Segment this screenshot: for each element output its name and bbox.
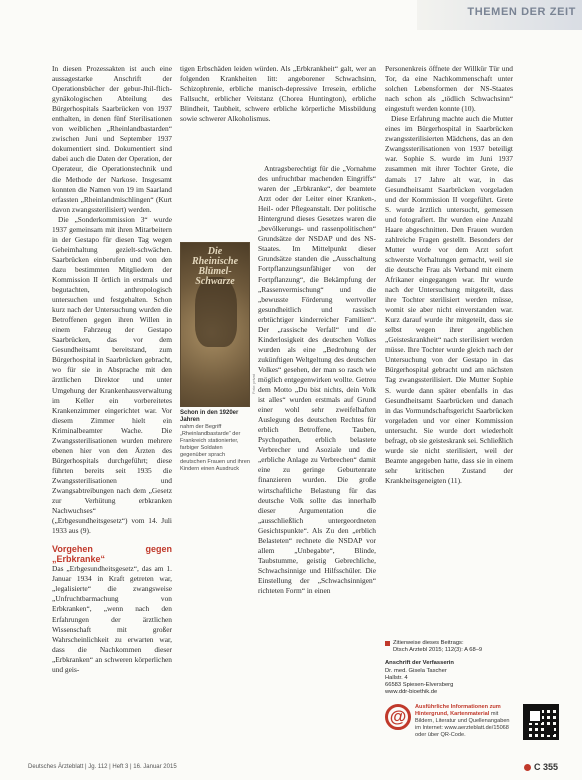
qr-code-icon[interactable]: [523, 704, 559, 740]
address-title: Anschrift der Verfasserin: [385, 660, 454, 667]
column-1: [52, 64, 172, 675]
web-info-body[interactable]: mit Bildern, Literatur und Quellenangaben im Internet: www.aerzteblatt.de/15068 oder über QR-Code.: [415, 711, 510, 738]
web-info-title: Ausführliche Informationen zum Hintergrund, Kartenmaterial: [415, 704, 501, 717]
caption-body: nahm der Begriff „Rheinlandbastarde“ der Frankreich stationierter, farbiger Soldaten gegenüber sprach deutschen Frauen und ihren Kindern einen Ausdruck: [180, 424, 250, 472]
page-footer: [28, 764, 558, 776]
paragraph: Das „Erbgesundheitsgesetz“, das am 1. Januar 1934 in Kraft getreten war, „legalisierte“ die zwangsweise „Unfruchtbarmachung von Erbkranken“, „wenn nach den Erfahrungen der ärztlichen Wissenschaft mit großer Wahrscheinlichkeit zu erwarten war, dass die Nachkommen dieser „Erbkranken“ an schweren körperlichen und geis-: [52, 564, 172, 674]
page-dot-icon: [524, 764, 531, 771]
section-title: THEMEN DER ZEIT: [467, 6, 576, 18]
paragraph: tigen Erbschäden leiden würden. Als „Erbkrankheit“ galt, wer an folgenden Krankheiten litt: angeborener Schwachsinn, Schizophrenie, erbliche manisch-depressive Irresein, erbliche Fallsucht, erblicher Veitstanz (Chorea Huntington), erbliche Blindheit, Taubheit, schwere erbliche körperliche Missbildung sowie schwerer Alkoholismus.: [180, 64, 376, 124]
paragraph: Diese Erfahrung machte auch die Mutter eines im Bürgerhospital in Saarbrücken zwangssterilisierten Mädchens, das an den Zwangssterilisationen von 1937 beteiligt war. Sophie S. wurde im Juni 1937 zusammen mit ihrer Tochter Grete, die damals 17 Jahre alt war, in das Gesundheitsamt Saarbrücken vorgeladen und der Kommission II vorgeführt. Grete S. wurde ärztlich untersucht, gemessen und fotografiert. Ihr wurden eine Anzahl Haare abgeschnitten. Den Frauen wurden zahlreiche Fragen gestellt. Besonders der Mutter wurde vor dem Arzt sofort schwerste Vorhaltungen gemacht, weil sie die deutsche Frau als Verband mit einem Afrikaner eingegangen war. Ihr wurde nach der Untersuchung mitgeteilt, dass ihre Tochter sterilisiert werden müsse, womit sie aber nicht einverstanden war. Kurz darauf wurde ihr mitgeteilt, dass sie selbst wegen ihrer angeblichen „Geisteskrankheit“ nach sterilisiert werden müsse. Ihre Tochter wurde gleich nach der Untersuchung von der Gestapo in das Bürgerhospital gebracht und am nächsten Tag zwangssterilisiert. Die Mutter Sophie S. wurde dann später ebenfalls in das Gesundheitsamt Saarbrücken und danach in das Vormundschaftsgericht Saarbrücken vorgeladen und vor einer Kommission untersucht. Sie wurde dort wiederholt befragt, ob sie geisteskrank sei. Schließlich wurde sie nicht sterilisiert, weil der Beamte angegeben hatte, dass sie in einem sehr kritischen Zustand der Krankheitsgeneigten (11).: [385, 114, 513, 485]
column-2-body: [258, 164, 376, 596]
address-link[interactable]: www.ddr-bioethik.de: [385, 689, 438, 696]
photo-credit: Foto: privat: [251, 373, 256, 394]
book-cover-image: [180, 242, 250, 407]
book-title: Die Rheinische Blümel-Schwarze: [191, 246, 239, 287]
paragraph: Antragsberechtigt für die „Vornahme des unfruchtbar machenden Eingriffs“ waren der „Erbkranke“, der beamtete Arzt oder der Leiter einer Kranken-, Heil- oder Pflegeanstalt. Der politische Hintergrund dieses Gesetzes waren die „bevölkerungs- und rassenpolitischen“ Grundsätze der NSDAP und des NS-Staates. Im Mittelpunkt dieser Grundsätze standen die „Ausschaltung Fortpflanzungsunfähiger von der Fortpflanzung“, die Bekämpfung der „Rassenvermischung“ und die „bewusste Förderung wertvoller gesundheitlich und rassisch erbtüchtiger kinderreicher Familien“. Der „rassische Verfall“ und die Kinderlosigkeit des deutschen Volkes wurden als eine „Bedrohung der zukünftigen Weltgeltung des deutschen Volkes“ gesehen, der man so rasch wie möglich entgegenwirken wollte. Getreu dem Motto „Du bist nichts, dein Volk ist alles“ wurden erstmals auf Grund einer wohl sehr zweifelhaften Auslegung des deutschen Rechtes für erblich Betroffene, Tauben, Psychopathen, erblich belastete Verbrecher und Asoziale und die „erbliche Anlage zu Verbrechen“ damit eine zu geringe Geburtenrate finanzieren wurden. Die große wirtschaftliche Belastung für das deutsche Volk sollte das innerhalb dieser Argumentation die „ausschließlich untergeordneten Gesichtspunkte“. Als Zu den „erblich Belasteten“ rechnete die NSDAP vor allem „Unbegabte“, Blinde, Taubstumme, geistig Gebrechliche, Schwachsinnige und Hilfsschüler. Die Einstellung der „Schwachsinnigen“ richteten Form“ in einen: [258, 164, 376, 595]
square-icon: [385, 641, 390, 646]
citation-box: [385, 640, 513, 696]
column-3: [385, 64, 513, 486]
figure-caption: [180, 410, 250, 473]
page-number: C 355: [533, 762, 558, 772]
column-2-top: [180, 64, 376, 124]
citation-ref: Dtsch Arztebl 2015; 112(3): A 68–9: [393, 647, 483, 654]
citation-label: Zitierweise dieses Beitrags:: [393, 640, 464, 646]
paragraph: In diesen Prozessakten ist auch eine aussagestarke Anschrift der Operationsbücher der gebur-Jhil-flich-gynäkologischen Abteilung des Bürgerhospitals Saarbrücken von 1937 enthalten, in denen fünf Sterilisationen von weiblichen „Rheinlandbastarden“ zwischen Juni und September 1937 dokumentiert sind. Dokumentiert sind dabei auch die Daten der Operation, der Operateur, die Operationstechnik und die Methode der Narkose. Insgesamt konnten die Namen von 19 im Saarland erfassten „Rheinlandmischlingen“ (Kurt davon zwangssterilisiert) werden.: [52, 64, 172, 214]
at-sign-icon: @: [385, 704, 411, 730]
address-line: Dr. med. Gisela Tascher: [385, 667, 447, 674]
footer-journal: Deutsches Ärzteblatt | Jg. 112 | Heft 3 | 16. Januar 2015: [28, 764, 177, 770]
caption-title: Schon in den 1920er Jahren: [180, 410, 239, 423]
paragraph: Die „Sonderkommission 3“ wurde 1937 gemeinsam mit ihren Mitarbeitern in der Gestapo für diesen Tag wegen Geheimhaltung gezielt-schwächen. Saarbrücken einberufen und von den dazu bestimmten Mitgliedern der Kommission II örtlich in erstmals und begutachten, anthropologisch untersuchen und festgehalten. Schon kurz nach der Untersuchung wurden die Betroffenen gegen ihren Willen in einem Fahrzeug der Gestapo Saarbrücken, das vor dem Gesundheitsamt bereitstand, zum Bürgerhospital in Saarbrücken gebracht, wo für sie in Absprache mit den ärztlichen Direktor und unter Umgehung der Krankenhausverwaltung im Keller ein vorbereitetes Krankenzimmer eingerichtet war. Vor diesem Zimmer hielt ein Kriminalbeamter Wache. Die Zwangssterilisationen wurden mehrere ebenen hier von den Ärzten des Bürgerhospitals durchgeführt; diese führten bereits seit 1935 die Zwangssterilisationen und Zwangsabtreibungen nach dem „Gesetz zur Verhütung erbkranken Nachwuchses“ („Erbgesundheitsgesetz“) vom 14. Juli 1933 aus (9).: [52, 214, 172, 536]
address-line: Hallstr. 4: [385, 674, 408, 681]
paragraph: Personenkreis öffnete der Willkür Tür und Tor, da eine Nachkommenschaft unter solchen Lebensformen der NS-Staates nach schon als „tödlich Schwachsinn“ eingestuft werden konnte (10).: [385, 64, 513, 114]
figure-illustration: [195, 277, 237, 347]
web-info-box: [385, 704, 575, 750]
header-band: [0, 0, 582, 34]
address-line: 66583 Spiesen-Elversberg: [385, 682, 454, 689]
subheading: Vorgehen gegen „Erbkranke“: [52, 544, 172, 565]
